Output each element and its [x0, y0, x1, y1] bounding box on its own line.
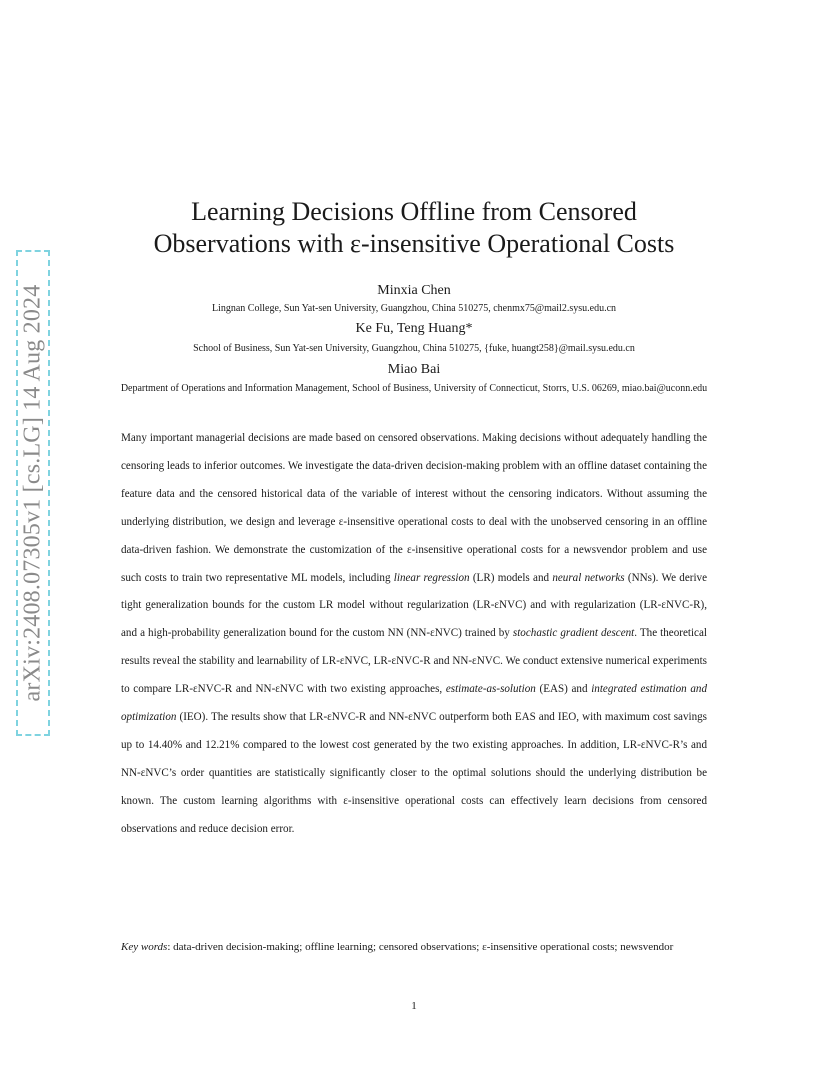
abstract-text: (EAS) and — [535, 683, 592, 696]
paper-title — [80, 196, 748, 260]
title-line-1: Learning Decisions Offline from Censored — [191, 197, 637, 226]
keywords-text: data-driven decision-making; offline learning; censored observations; ε-insensitive operational costs; newsvendor — [173, 941, 674, 953]
keywords: Key words: data-driven decision-making; offline learning; censored observations; ε-insensitive operational costs; newsvendor — [121, 941, 674, 953]
abstract — [121, 425, 707, 844]
author-1-affiliation: Lingnan College, Sun Yat-sen University, Guangzhou, China 510275, chenmx75@mail2.sysu.edu.cn — [211, 303, 617, 314]
abstract-text: (NNs). We derive tight generalization bounds for the custom LR model without regularization (LR-εNVC) and with regularization (LR-εNVC-R), and a high-probability generalization bound for the custom NN (NN-εNVC) trained by — [121, 571, 707, 640]
abstract-emphasis: neural networks — [552, 571, 625, 584]
author-2-name: Ke Fu, Teng Huang* — [355, 321, 473, 336]
abstract-emphasis: estimate-as-solution — [445, 683, 536, 696]
abstract-emphasis: stochastic gradient descent — [512, 627, 635, 640]
abstract-text: (LR) models and — [469, 571, 553, 584]
author-1-name: Minxia Chen — [377, 283, 451, 298]
author-3-name: Miao Bai — [387, 362, 441, 377]
page-number: 1 — [411, 1000, 417, 1012]
author-3-affiliation: Department of Operations and Information Management, School of Business, University of Connecticut, Storrs, U.S. 06269, miao.bai@uconn.edu — [120, 383, 708, 394]
abstract-text: (IEO). The results show that LR-εNVC-R and NN-εNVC outperform both EAS and IEO, with maximum cost savings up to 14.40% and 12.21% compared to the lowest cost generated by the two existing approaches. In addition, LR-εNVC-R’s and NN-εNVC’s order quantities are statistically significantly closer to the optimal solutions should the underlying distribution be known. The custom learning algorithms with ε-insensitive operational costs can effectively learn decisions from censored observations and reduce decision error. — [121, 711, 707, 835]
title-line-2: Observations with ε-insensitive Operational Costs — [153, 229, 675, 258]
arxiv-stamp — [16, 250, 50, 736]
abstract-text: Many important managerial decisions are made based on censored observations. Making decisions without adequately handling the censoring leads to inferior outcomes. We investigate the data-driven decision-making problem with an offline dataset containing the feature data and the censored historical data of the variable of interest without the censoring indicators. Without assuming the underlying distribution, we design and leverage ε-insensitive operational costs to deal with the unobserved censoring in an offline data-driven fashion. We demonstrate the customization of the ε-insensitive operational costs for a newsvendor problem and use such costs to train two representative ML models, including — [121, 432, 707, 584]
abstract-emphasis: linear regression — [393, 571, 470, 584]
arxiv-stamp-text: arXiv:2408.07305v1 [cs.LG] 14 Aug 2024 — [19, 284, 46, 702]
abstract-emphasis: integrated estimation and optimization — [121, 683, 707, 724]
abstract-text: . The theoretical results reveal the stability and learnability of LR-εNVC, LR-εNVC-R and NN-εNVC. We conduct extensive numerical experiments to compare LR-εNVC-R and NN-εNVC with two existing approaches, — [121, 627, 707, 696]
author-2-affiliation: School of Business, Sun Yat-sen University, Guangzhou, China 510275, {fuke, huangt258}@mail.sysu.edu.cn — [193, 343, 635, 354]
keywords-label: Key words — [121, 941, 168, 953]
